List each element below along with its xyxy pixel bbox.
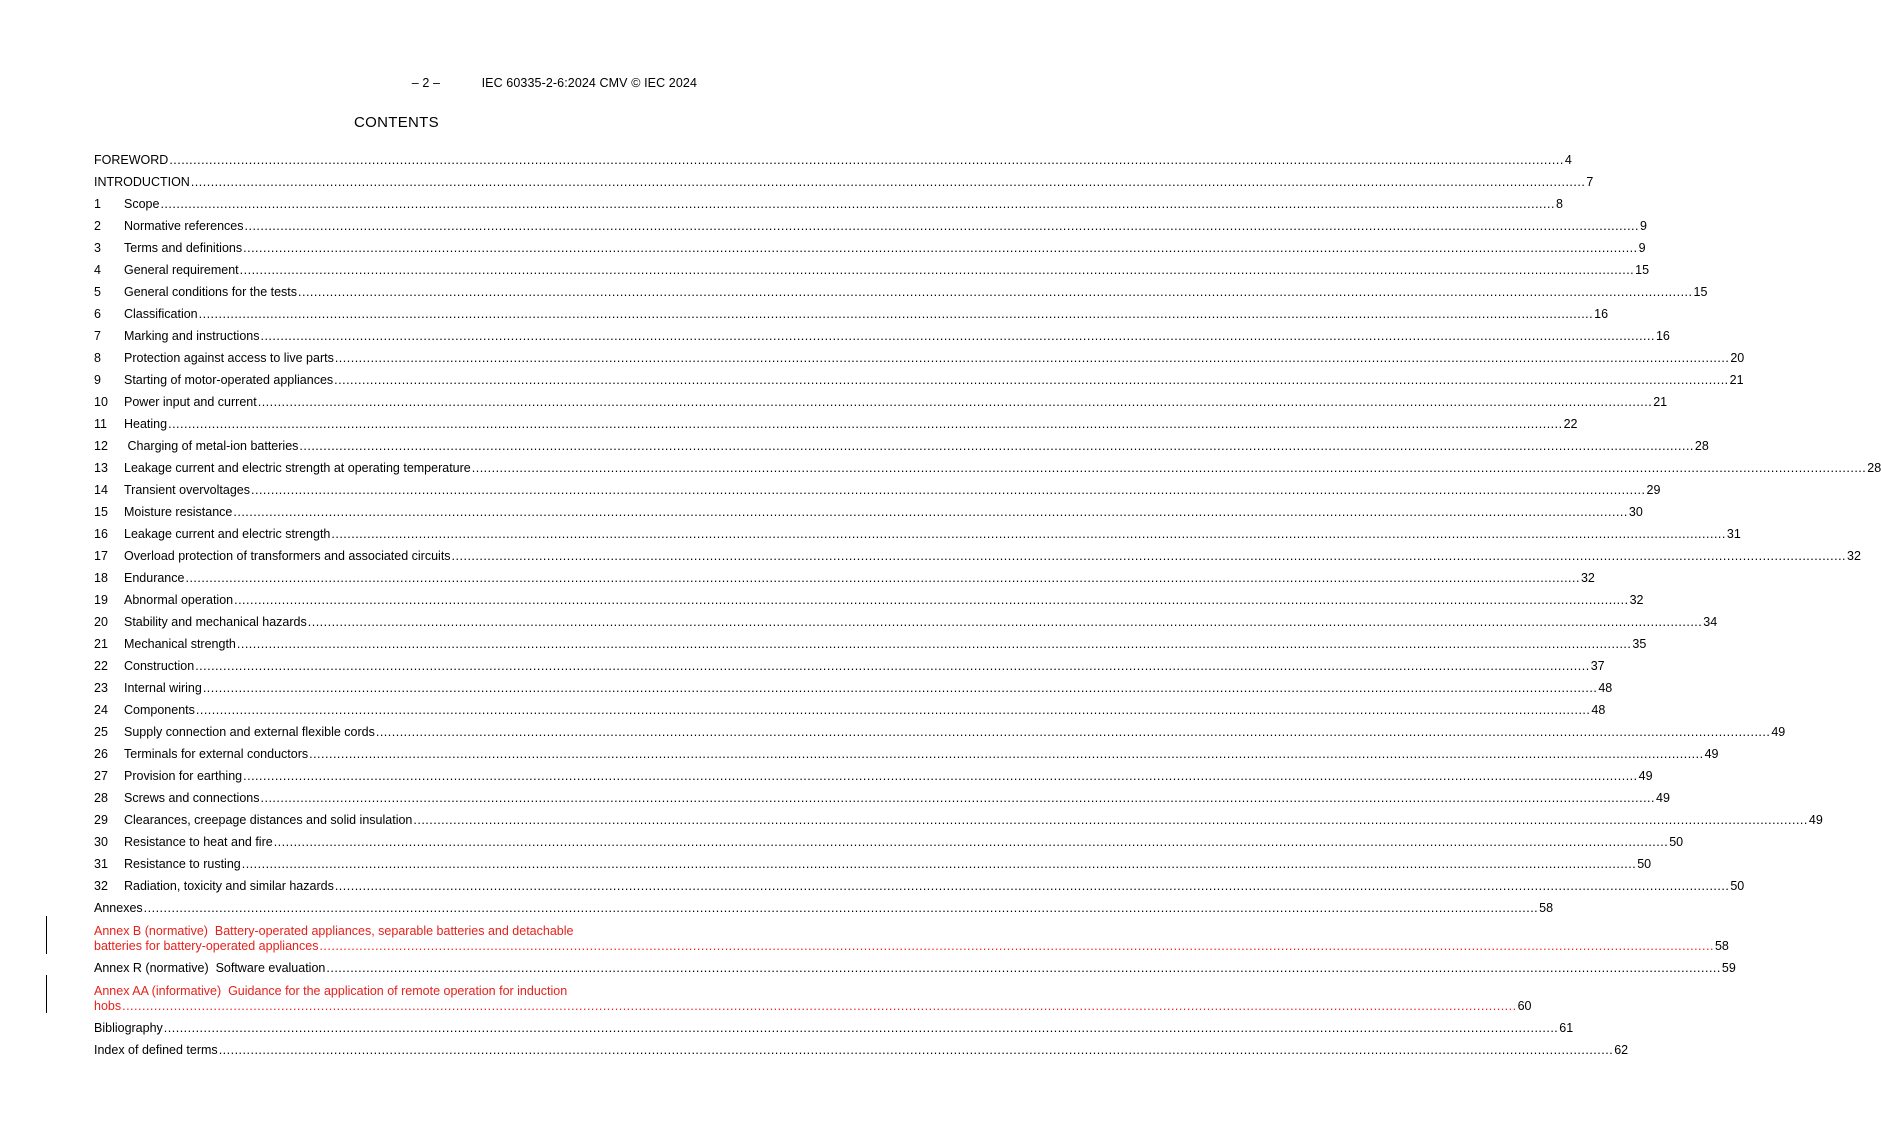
toc-entry[interactable]: 7 Marking and instructions ..... 16 [94, 322, 698, 344]
page-number: – 2 – [411, 76, 441, 90]
leader-dots [261, 791, 1656, 806]
leader-dots [219, 1043, 1614, 1058]
leader-dots [242, 857, 1637, 872]
toc-entry[interactable]: 17 Overload protection of transformers and associated circuits ..... 32 [94, 542, 698, 564]
leader-dots [274, 835, 1669, 850]
leader-dots [203, 681, 1598, 696]
toc-entry[interactable]: 19 Abnormal operation ..... 32 [94, 586, 698, 608]
leader-dots [299, 439, 1694, 454]
toc-entry[interactable]: 20 Stability and mechanical hazards ..... 34 [94, 608, 698, 630]
toc-entry[interactable]: 13 Leakage current and electric strength at operating temperature ..... 28 [94, 454, 698, 476]
toc-entry[interactable]: 8 Protection against access to live parts ..... 20 [94, 344, 698, 366]
leader-dots [334, 373, 1729, 388]
leader-dots [144, 901, 1539, 916]
toc-entry[interactable]: 15 Moisture resistance ..... 30 [94, 498, 698, 520]
toc-entry[interactable]: 12 Charging of metal-ion batteries ..... 28 [94, 432, 698, 454]
leader-dots [298, 285, 1693, 300]
leader-dots [185, 571, 1580, 586]
toc-entry[interactable]: 9 Starting of motor-operated appliances ..... 21 [94, 366, 698, 388]
leader-dots [308, 615, 1703, 630]
toc-entry[interactable]: INTRODUCTION ..... 7 [94, 168, 698, 190]
toc-entry-annex-b[interactable]: Annex B (normative) Battery-operated appliances, separable batteries and detachable batteries for battery-operated appliances ..... 58 [94, 916, 698, 954]
change-bar [46, 916, 47, 954]
leader-dots [199, 307, 1594, 322]
leader-dots [319, 939, 1714, 954]
leader-dots [122, 999, 1517, 1014]
leader-dots [243, 241, 1638, 256]
toc-entry[interactable]: 10 Power input and current ..... 21 [94, 388, 698, 410]
leader-dots [251, 483, 1646, 498]
toc-entry-index[interactable]: Index of defined terms ..... 62 [94, 1036, 698, 1058]
toc-entry[interactable]: 32 Radiation, toxicity and similar hazards ..... 50 [94, 872, 698, 894]
leader-dots [243, 769, 1638, 784]
leader-dots [413, 813, 1808, 828]
toc-entry[interactable]: 30 Resistance to heat and fire ..... 50 [94, 828, 698, 850]
toc-entry[interactable]: 16 Leakage current and electric strength ..... 31 [94, 520, 698, 542]
leader-dots [335, 879, 1730, 894]
toc-entry-bibliography[interactable]: Bibliography ..... 61 [94, 1014, 698, 1036]
toc-entry[interactable]: 3 Terms and definitions ..... 9 [94, 234, 698, 256]
document-id: IEC 60335-2-6:2024 CMV © IEC 2024 [481, 76, 697, 90]
toc-entry[interactable]: 21 Mechanical strength ..... 35 [94, 630, 698, 652]
page-header [412, 76, 697, 90]
leader-dots [168, 417, 1563, 432]
leader-dots [335, 351, 1730, 366]
page-title: CONTENTS [354, 114, 439, 131]
leader-dots [191, 175, 1586, 190]
leader-dots [258, 395, 1653, 410]
toc-entry[interactable]: 18 Endurance ..... 32 [94, 564, 698, 586]
leader-dots [164, 1021, 1559, 1036]
toc-entry-annex-r[interactable]: Annex R (normative) Software evaluation ..... 59 [94, 954, 698, 976]
toc-entry[interactable]: 27 Provision for earthing ..... 49 [94, 762, 698, 784]
toc-entry[interactable]: 14 Transient overvoltages ..... 29 [94, 476, 698, 498]
toc-entry[interactable]: 24 Components ..... 48 [94, 696, 698, 718]
toc-entry[interactable]: 28 Screws and connections ..... 49 [94, 784, 698, 806]
toc-entry[interactable]: 25 Supply connection and external flexible cords ..... 49 [94, 718, 698, 740]
leader-dots [234, 593, 1629, 608]
leader-dots [160, 197, 1555, 212]
leader-dots [472, 461, 1867, 476]
toc-entry[interactable]: 22 Construction ..... 37 [94, 652, 698, 674]
toc-entry[interactable]: 4 General requirement ..... 15 [94, 256, 698, 278]
toc-entry[interactable]: 5 General conditions for the tests ..... 15 [94, 278, 698, 300]
leader-dots [237, 637, 1632, 652]
leader-dots [260, 329, 1655, 344]
toc-entry[interactable]: 29 Clearances, creepage distances and solid insulation ..... 49 [94, 806, 698, 828]
table-of-contents [94, 146, 1881, 1058]
leader-dots [240, 263, 1635, 278]
leader-dots [169, 153, 1564, 168]
leader-dots [331, 527, 1726, 542]
leader-dots [196, 703, 1591, 718]
leader-dots [309, 747, 1704, 762]
leader-dots [376, 725, 1771, 740]
leader-dots [195, 659, 1590, 674]
leader-dots [452, 549, 1847, 564]
toc-entry[interactable]: 23 Internal wiring ..... 48 [94, 674, 698, 696]
toc-entry[interactable]: 31 Resistance to rusting ..... 50 [94, 850, 698, 872]
toc-entry[interactable]: FOREWORD ..... 4 [94, 146, 698, 168]
leader-dots [233, 505, 1628, 520]
toc-entry[interactable]: 2 Normative references ..... 9 [94, 212, 698, 234]
toc-entry[interactable]: 26 Terminals for external conductors ..... 49 [94, 740, 698, 762]
toc-entry[interactable]: 1 Scope ..... 8 [94, 190, 698, 212]
toc-entry[interactable]: 6 Classification ..... 16 [94, 300, 698, 322]
toc-entry[interactable]: 11 Heating ..... 22 [94, 410, 698, 432]
toc-entry-annex-aa[interactable]: Annex AA (informative) Guidance for the application of remote operation for induction hobs ..... 60 [94, 976, 698, 1014]
toc-entry[interactable]: Annexes ..... 58 [94, 894, 698, 916]
change-bar [46, 975, 47, 1013]
leader-dots [326, 961, 1721, 976]
leader-dots [245, 219, 1640, 234]
